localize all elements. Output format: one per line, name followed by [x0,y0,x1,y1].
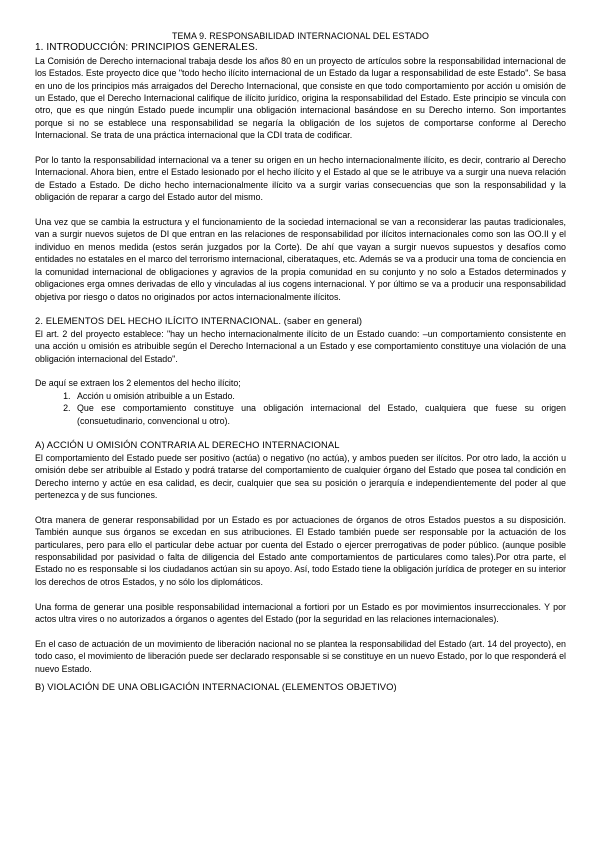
paragraph: Una forma de generar una posible responsabilidad internacional a fortiori por un Estado es por movimientos insurreccionales. Y por actos ultra vires o no autorizados a órganos o agentes del Estado (por la seguridad en las relaciones internacionales). [35,601,566,624]
section-heading-violation: B) VIOLACIÓN DE UNA OBLIGACIÓN INTERNACIONAL (ELEMENTOS OBJETIVO) [35,681,397,692]
paragraph: La Comisión de Derecho internacional trabaja desde los años 80 en un proyecto de artículos sobre la responsabilidad internacional de los Estados. Este proyecto dice que "todo hecho ilícito internacional de un Estado da lugar a responsabilidad de este Estado". Se basa en uno de los principios más arraigados del Derecho Internacional, que consiste en que todo comportamiento por acción u omisión de un Estado, que el Derecho Internacional califique de ilícito jurídico, origina la responsabilidad del Estado. Este principio se vincula con otro, que es que ningún Estado puede incumplir una obligación internacional basándose en su Derecho interno. Son importantes porque si no se establece una responsabilidad se negaría la obligación de los sujetos de comportarse conforme al Derecho Internacional. Se trata de una práctica internacional que la CDI trata de codificar. [35,55,566,141]
list-item: 2. Que ese comportamiento constituye una obligación internacional del Estado, cualquiera que fuese su origen (consuetudinario, convencional u otro). [73,402,566,427]
document-title: TEMA 9. RESPONSABILIDAD INTERNACIONAL DEL ESTADO [172,31,429,41]
section-heading-elements: 2. ELEMENTOS DEL HECHO ILÍCITO INTERNACIONAL. (saber en general) [35,315,363,327]
list-item: 1. Acción u omisión atribuible a un Estado. [73,390,566,402]
paragraph: En el caso de actuación de un movimiento de liberación nacional no se plantea la responsabilidad del Estado (art. 14 del proyecto), en todo caso, el movimiento de liberación puede ser declarado responsable si se constituye en un nuevo Estado, por lo que responderá el nuevo Estado. [35,638,566,674]
paragraph: Otra manera de generar responsabilidad por un Estado es por actuaciones de órganos de otros Estados puestos a su disposición. También aunque sus órganos se excedan en sus atribuciones. El Estado también puede ser responsable por la actuación de los particulares, pero para ello el particular debe actuar por cuenta del Estado o ejercer prerrogativas de poder público. (aunque posible responsabilidad por pasividad o falta de diligencia del Estado ante comportamientos de particulares como tales).Por otra parte, el Estado no es responsable si los ciudadanos actúan sin su apoyo. Así, todo Estado tiene la obligación jurídica de proteger en su interior los derechos de otros Estados, y no sólo los diplomáticos. [35,514,566,587]
paragraph: El art. 2 del proyecto establece: "hay un hecho internacionalmente ilícito de un Estado cuando: –un comportamiento consistente en una acción u omisión es atribuible según el Derecho Internacional a un Estado y ese comportamiento constituye una violación de una obligación internacional del Estado". [35,328,566,364]
list-lead: De aquí se extraen los 2 elementos del hecho ilícito; [35,378,241,389]
paragraph: Por lo tanto la responsabilidad internacional va a tener su origen en un hecho internacionalmente ilícito, es decir, contrario al Derecho Internacional. Ahora bien, entre el Estado lesionado por el hecho ilícito y el Estado al que se le atribuye va a surgir una nueva relación de Estado a Estado. De dicho hecho internacionalmente ilícito va a surgir varias consecuencias que son la responsabilidad y la obligación de reparar a cargo del Estado autor del mismo. [35,155,566,203]
section-heading-action: A) ACCIÓN U OMISIÓN CONTRARIA AL DERECHO INTERNACIONAL [35,439,340,451]
elements-list [35,390,566,427]
paragraph: El comportamiento del Estado puede ser positivo (actúa) o negativo (no actúa), y ambos pueden ser ilícitos. Por otro lado, la acción u omisión debe ser atribuible al Estado y podrá tratarse del comportamiento de cualquier órgano del Estado que posea tal condición en Derecho interno y actúe en esa calidad, es decir, cualquier que sea su posición o jerarquía e independientemente del poder al que pertenezca y de sus funciones. [35,452,566,500]
section-heading-introduction: 1. INTRODUCCIÓN: PRINCIPIOS GENERALES. [35,42,258,54]
paragraph: Una vez que se cambia la estructura y el funcionamiento de la sociedad internacional se van a reconsiderar las pautas tradicionales, van a surgir nuevos sujetos de DI que entran en las relaciones de responsabilidad por ilícitos internacionales como son las OO.II y el individuo en menos medida (estos serán juzgados por la Corte). De ahí que vayan a surgir nuevos supuestos y desafíos como entidades no estatales en el marco del terrorismo internacional, ciberataques, etc. Además se va a producir una toma de conciencia en la comunidad internacional de obligaciones y agravios de la propia comunidad en su conjunto y no solo a Estados determinados y obligaciones erga omnes derivadas de ello y vinculadas al ius cogens internacional. Y por último se va a producir una responsabilidad objetiva por riesgo o datos no originados por actos internacionalmente ilícitos. [35,217,566,302]
